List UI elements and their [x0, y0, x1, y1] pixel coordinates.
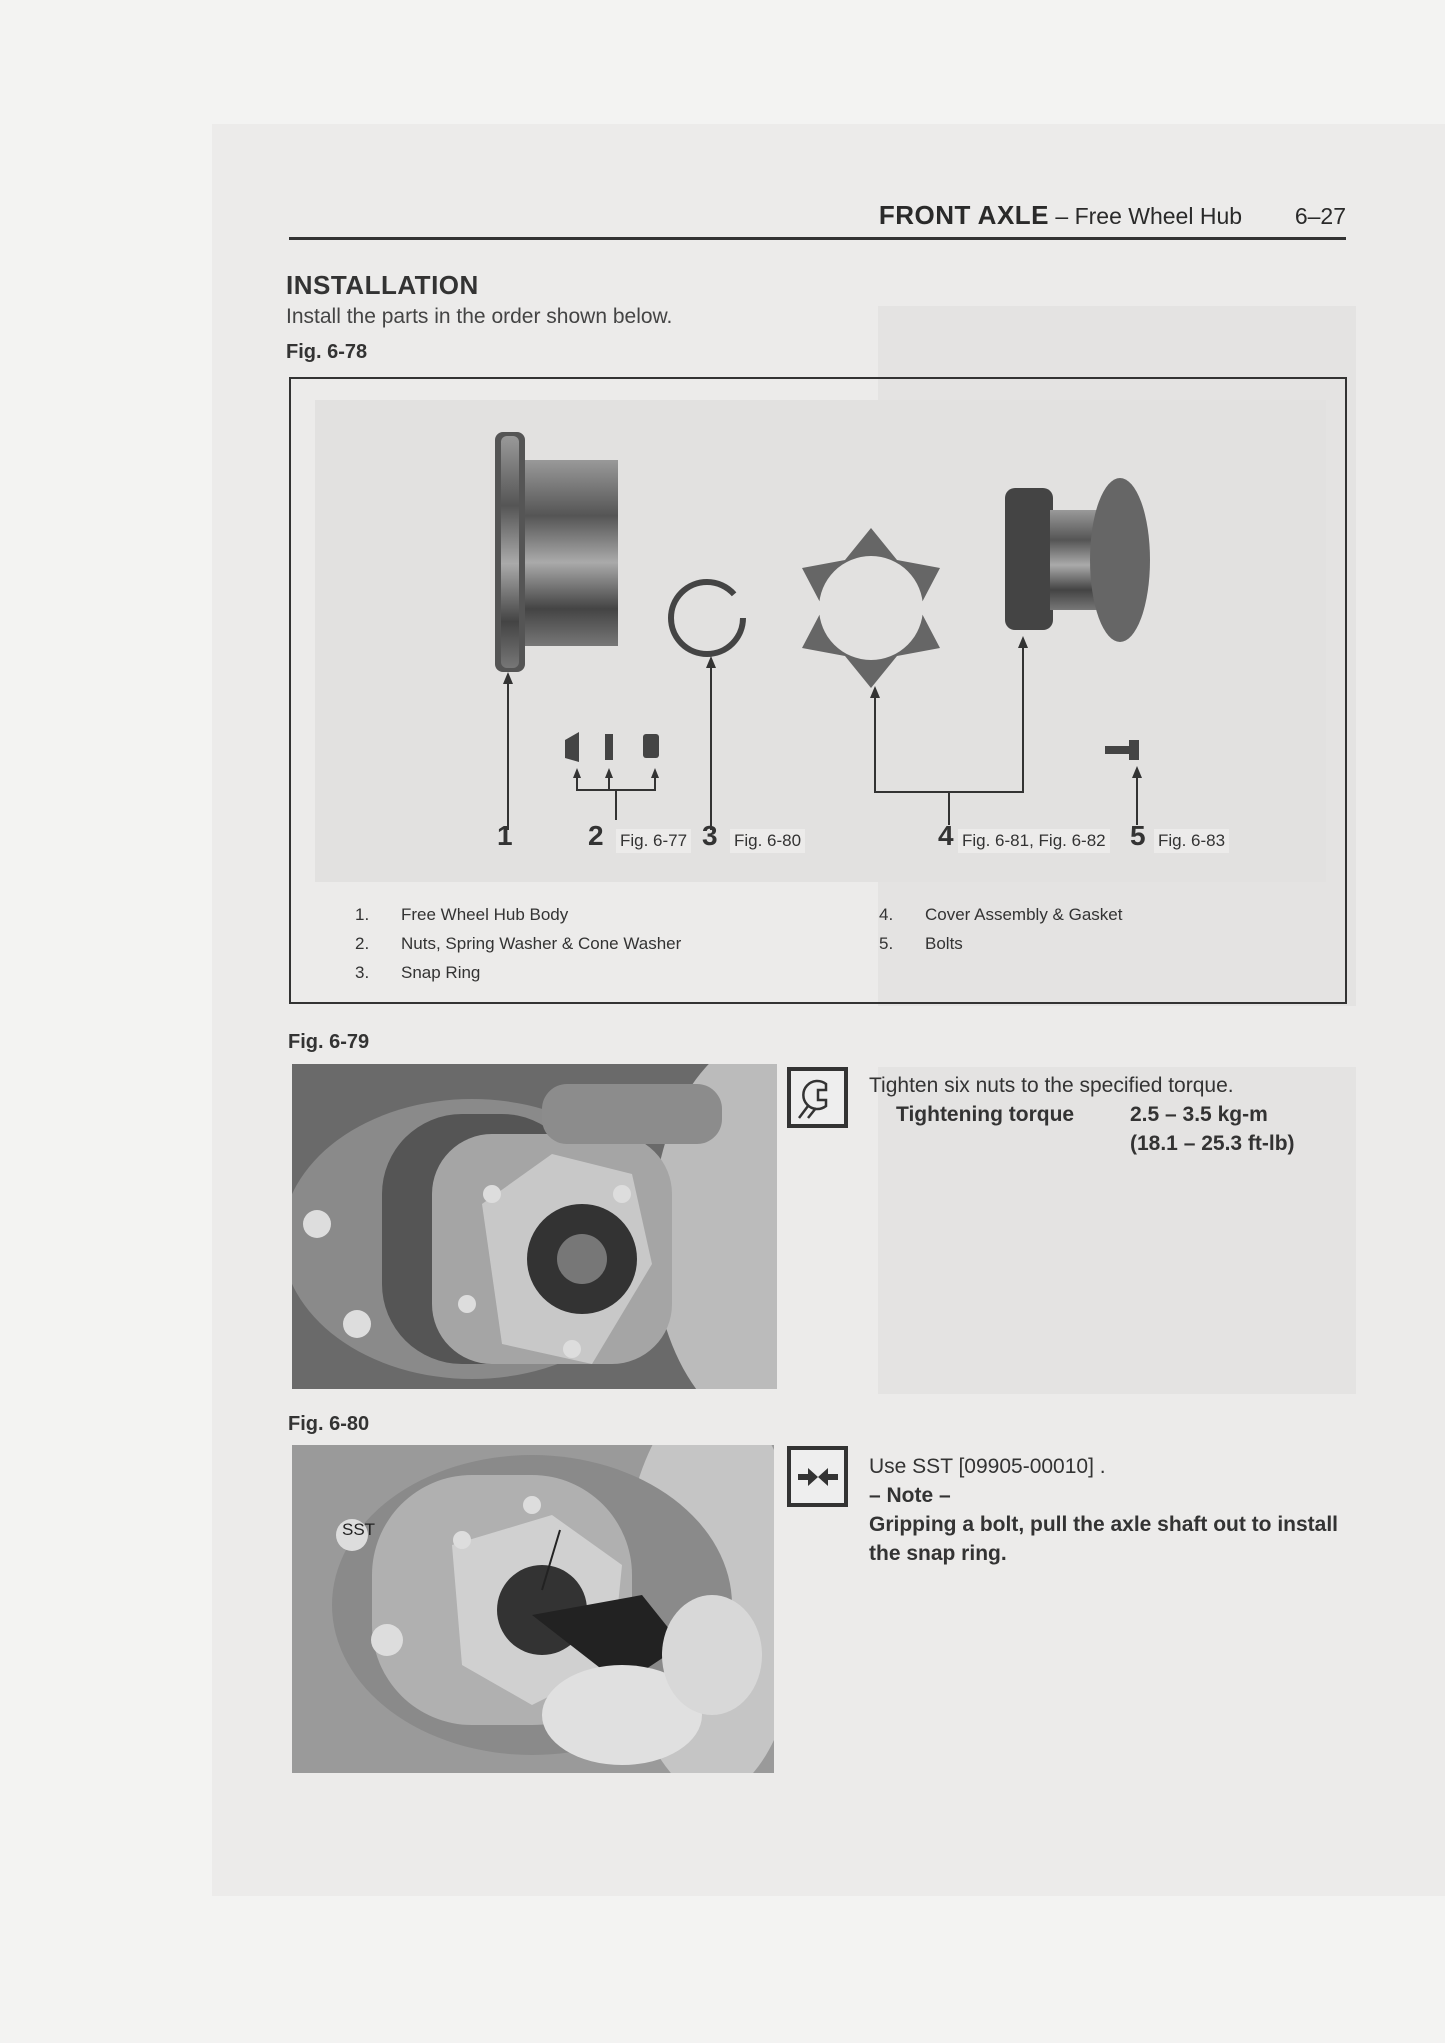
callout-3-ref: Fig. 6-80	[730, 829, 805, 853]
header-rule	[289, 237, 1346, 240]
header-section: FRONT AXLE	[878, 200, 1050, 230]
callout-3: 3	[702, 820, 718, 851]
fig-680-caption: Fig. 6-80	[288, 1413, 370, 1435]
snap-ring	[671, 582, 743, 654]
gasket	[802, 528, 940, 688]
fig-679-photo	[292, 1064, 777, 1389]
callout-2-ref: Fig. 6-77	[616, 829, 691, 853]
nuts	[565, 732, 659, 762]
bolt	[1105, 740, 1139, 760]
section-heading: INSTALLATION	[286, 270, 479, 300]
callout-5-ref: Fig. 6-83	[1154, 829, 1229, 853]
legend-item: 4. Cover Assembly & Gasket	[879, 905, 1123, 924]
cover-assembly	[1005, 478, 1150, 642]
legend-item: 3. Snap Ring	[355, 963, 481, 982]
legend-item: 1. Free Wheel Hub Body	[355, 905, 569, 924]
intro-text: Install the parts in the order shown below.	[286, 305, 673, 328]
callout-4-ref: Fig. 6-81, Fig. 6-82	[958, 829, 1110, 853]
header-subsection: – Free Wheel Hub	[1055, 203, 1243, 229]
callout-4: 4	[938, 820, 954, 851]
page-header	[289, 200, 1346, 231]
torque-value-imperial: (18.1 – 25.3 ft-lb)	[1130, 1132, 1295, 1155]
torque-value: 2.5 – 3.5 kg-m	[1130, 1103, 1268, 1126]
note-text: Gripping a bolt, pull the axle shaft out to install the snap ring.	[869, 1513, 1339, 1565]
note-title: – Note –	[869, 1484, 951, 1507]
hub-body	[495, 432, 618, 672]
torque-label: Tightening torque	[896, 1103, 1075, 1126]
page-number: 6–27	[1294, 203, 1346, 229]
exploded-diagram	[315, 400, 1326, 882]
sst-photo-label: SST	[342, 1520, 376, 1539]
sst-instruction: Use SST [09905-00010] .	[869, 1455, 1106, 1478]
legend-item: 5. Bolts	[879, 934, 963, 953]
fig-679-caption: Fig. 6-79	[288, 1031, 370, 1053]
special-tool-icon	[787, 1446, 848, 1507]
torque-wrench-icon	[787, 1067, 848, 1128]
torque-instruction: Tighten six nuts to the specified torque.	[869, 1074, 1234, 1097]
fig-680-photo	[292, 1445, 774, 1773]
legend-item: 2. Nuts, Spring Washer & Cone Washer	[355, 934, 682, 953]
callout-2: 2	[588, 820, 604, 851]
callout-1: 1	[497, 820, 513, 851]
callout-5: 5	[1130, 820, 1146, 851]
leader-lines	[508, 640, 1137, 830]
fig-678-caption: Fig. 6-78	[286, 341, 368, 363]
